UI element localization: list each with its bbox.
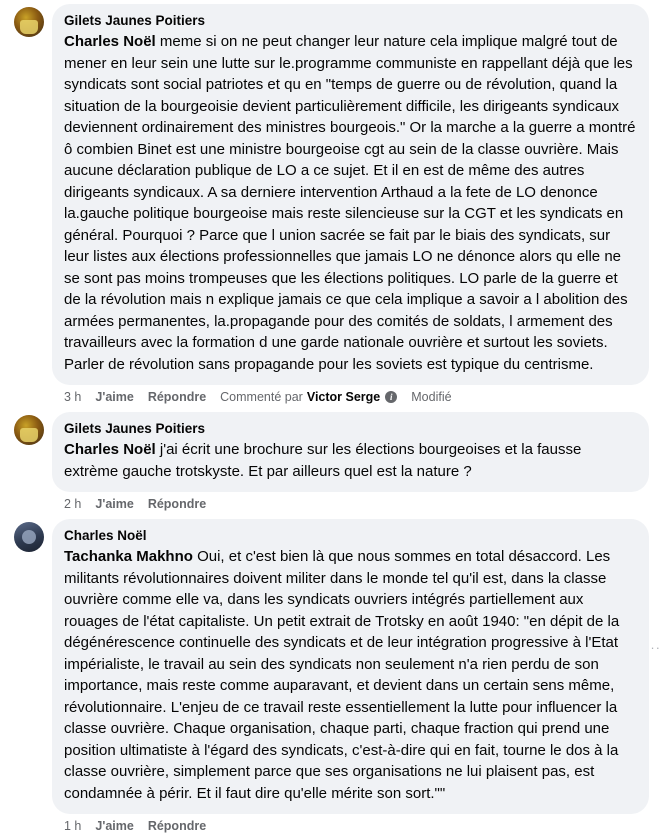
comment-author[interactable]: Gilets Jaunes Poitiers <box>64 13 206 28</box>
comment-mention[interactable]: Charles Noël <box>64 441 156 458</box>
info-icon[interactable]: i <box>385 391 397 403</box>
comment-author[interactable]: Gilets Jaunes Poitiers <box>64 421 206 436</box>
comment-actions <box>52 492 649 517</box>
like-button[interactable]: J'aime <box>95 390 134 404</box>
comment-bubble <box>52 519 649 814</box>
comment-author[interactable]: Charles Noël <box>64 528 147 543</box>
comment-text <box>64 439 637 482</box>
comment-item <box>14 519 649 839</box>
comment-body: meme si on ne peut changer leur nature cela implique malgré tout de mener en leur sein une lutte sur le.programme communiste en rappellant déjà que les syndicats sont social patriotes et qu en "temps de guerre ou de révolution, quand la situation de la bourgeoisie devient particulièrement difficile, les dirigeants syndicaux deviennent ordinairement des ministres bourgeois." Or la marche a la guerre a montré ô combien Binet est une ministre bourgeoise cgt au sein de la classe ouvrière. Mais aucune déclaration publique de LO a ce sujet. Et il en est de même des autres dirigeants syndicaux. A sa derniere intervention Arthaud a la fete de LO denonce la.gauche politique bourgeoise mais reste silencieuse sur la CGT et les syndicats en général. Pourquoi ? Parce que l union sacrée se fait par le biais des syndicats, sur leur listes aux élections professionnelles que jamais LO ne dénonce alors qu elle ne se sont pas moins trompeuses que les élections politiques. LO parle de la guerre et de la révolution mais n explique jamais ce que cela implique a savoir a l abolition des armées permanentes, la.propagande pour des comités de soldats, l armement des travailleurs avec la formation d une garde nationale ouvrière et surtout les soviets. Parler de révolution sans propagande pour les soviets est typique du centrisme. <box>64 33 636 373</box>
edited-label[interactable]: Modifié <box>411 390 452 404</box>
commented-by-name[interactable]: Victor Serge <box>306 390 381 404</box>
comment-bubble <box>52 4 649 385</box>
scroll-indicator: ·· <box>650 640 661 655</box>
comment-timestamp[interactable]: 2 h <box>64 497 82 511</box>
commented-by-label: Commenté par <box>220 390 303 404</box>
comment-actions <box>52 385 649 410</box>
like-button[interactable]: J'aime <box>95 819 134 833</box>
comment-text <box>64 31 637 375</box>
comment-timestamp[interactable]: 1 h <box>64 819 82 833</box>
comment-timestamp[interactable]: 3 h <box>64 390 82 404</box>
comment-body: Oui, et c'est bien là que nous sommes en total désaccord. Les militants révolutionnaires doivent militer dans le monde tel qu'il est, dans la classe ouvrière comme elle va, dans les syndicats ouvriers intégrés partiellement aux rouages de l'état capitaliste. Un petit extrait de Trotsky en août 1940: "en dépit de la dégénérescence continuelle des syndicats et de leur intégration progressive à l'Etat impérialiste, le travail au sein des syndicats non seulement n'a rien perdu de son importance, mais reste comme auparavant, et devient dans un certain sens même, révolutionnaire. L'enjeu de ce travail reste essentiellement la lutte pour influencer la classe ouvrière. Chaque organisation, chaque parti, chaque fraction qui prend une position ultimatiste à l'égard des syndicats, c'est-à-dire qui en fait, tourne le dos à la classe ouvrière, simplement parce que ses organisations ne lui plaisent pas, est condamnée à périr. Et il faut dire qu'elle mérite son sort."" <box>64 548 620 802</box>
avatar-gilets-jaunes-poitiers[interactable] <box>14 7 44 37</box>
avatar-charles-noel[interactable] <box>14 522 44 552</box>
avatar-gilets-jaunes-poitiers[interactable] <box>14 415 44 445</box>
reply-button[interactable]: Répondre <box>147 390 207 404</box>
comment-item <box>14 412 649 517</box>
comment-body: j'ai écrit une brochure sur les élections bourgeoises et la fausse extrème gauche trotskyste. Et par ailleurs quel est la nature ? <box>64 441 582 480</box>
reply-button[interactable]: Répondre <box>147 819 207 833</box>
reply-button[interactable]: Répondre <box>147 497 207 511</box>
comment-bubble <box>52 412 649 492</box>
comment-actions <box>52 814 649 839</box>
like-button[interactable]: J'aime <box>95 497 134 511</box>
comment-text <box>64 546 637 804</box>
comment-item <box>14 4 649 410</box>
commented-by <box>220 390 397 404</box>
comment-mention[interactable]: Tachanka Makhno <box>64 548 193 565</box>
comment-mention[interactable]: Charles Noël <box>64 33 156 50</box>
